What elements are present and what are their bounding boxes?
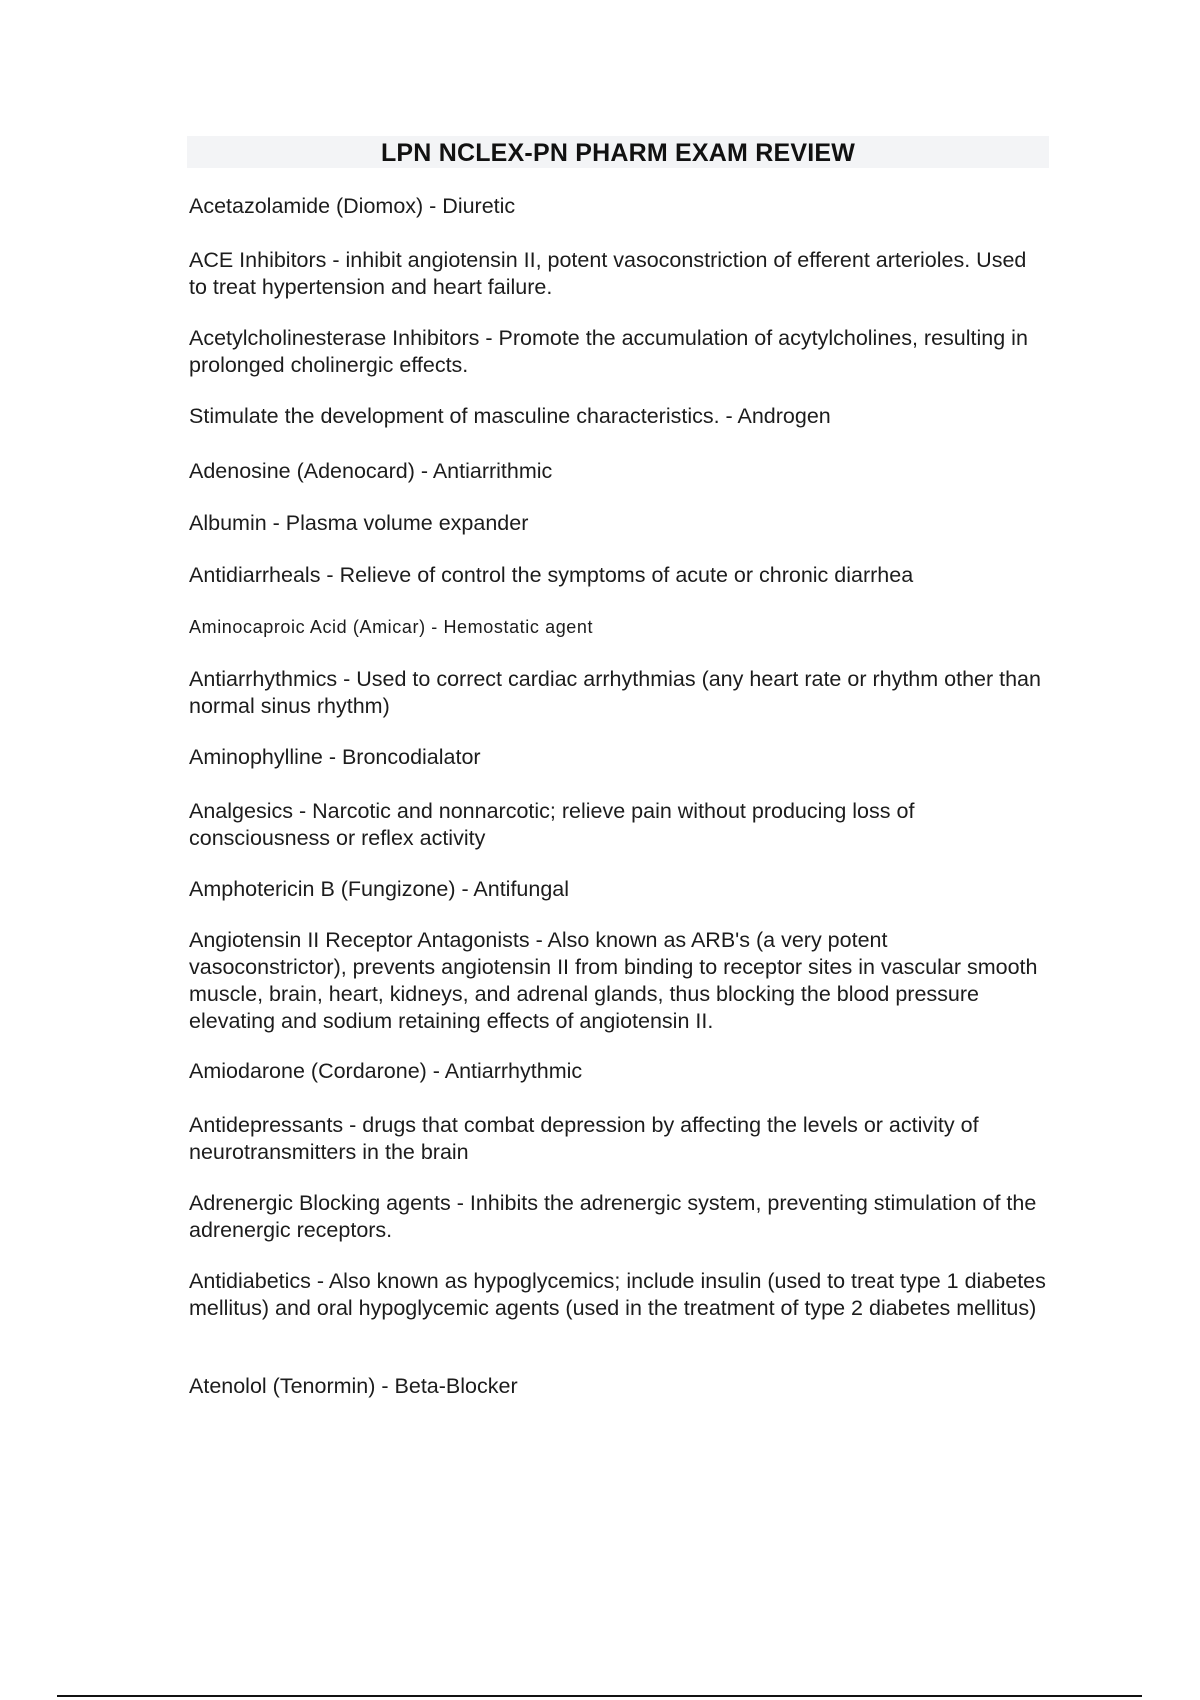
entry-antidepressants: Antidepressants - drugs that combat depression by affecting the levels or activity of neurotransmitters in the brain	[189, 1113, 979, 1164]
footer-rule	[57, 1695, 1142, 1697]
entry-analgesics: Analgesics - Narcotic and nonnarcotic; relieve pain without producing loss of consciousness or reflex activity	[189, 799, 915, 850]
entry-antiarrhythmics: Antiarrhythmics - Used to correct cardiac arrhythmias (any heart rate or rhythm other than normal sinus rhythm)	[189, 667, 1041, 718]
entry-antidiabetics: Antidiabetics - Also known as hypoglycemics; include insulin (used to treat type 1 diabetes mellitus) and oral hypoglycemic agents (used in the treatment of type 2 diabetes mellitus)	[189, 1269, 1046, 1320]
entry-amiodarone: Amiodarone (Cordarone) - Antiarrhythmic	[189, 1059, 583, 1083]
entry-atenolol: Atenolol (Tenormin) - Beta-Blocker	[189, 1374, 518, 1398]
entry-acetazolamide: Acetazolamide (Diomox) - Diuretic	[189, 194, 516, 218]
entry-ace-inhibitors: ACE Inhibitors - inhibit angiotensin II, potent vasoconstriction of efferent arterioles. Used to treat hypertension and heart failure.	[189, 248, 1027, 299]
entry-acetylcholinesterase-inhibitors: Acetylcholinesterase Inhibitors - Promote the accumulation of acytylcholines, resulting in prolonged cholinergic effects.	[189, 326, 1028, 377]
entry-aminocaproic-acid: Aminocaproic Acid (Amicar) - Hemostatic agent	[189, 617, 594, 637]
entry-adrenergic-blocking-agents: Adrenergic Blocking agents - Inhibits the adrenergic system, preventing stimulation of the adrenergic receptors.	[189, 1191, 1037, 1242]
entry-androgen: Stimulate the development of masculine characteristics. - Androgen	[189, 404, 831, 428]
page-title: LPN NCLEX-PN PHARM EXAM REVIEW	[380, 139, 856, 167]
entry-adenosine: Adenosine (Adenocard) - Antiarrithmic	[189, 459, 553, 483]
entry-amphotericin-b: Amphotericin B (Fungizone) - Antifungal	[189, 877, 570, 901]
entry-antidiarrheals: Antidiarrheals - Relieve of control the symptoms of acute or chronic diarrhea	[189, 563, 914, 587]
entry-angiotensin-ii-receptor-antagonists: Angiotensin II Receptor Antagonists - Also known as ARB's (a very potent vasoconstrictor), prevents angiotensin II from binding to receptor sites in vascular smooth muscle, brain, heart, kidneys, and adrenal glands, thus blocking the blood pressure elevating and sodium retaining effects of angiotensin II.	[189, 928, 1038, 1033]
entry-albumin: Albumin - Plasma volume expander	[189, 511, 529, 535]
entry-aminophylline: Aminophylline - Broncodialator	[189, 745, 481, 769]
